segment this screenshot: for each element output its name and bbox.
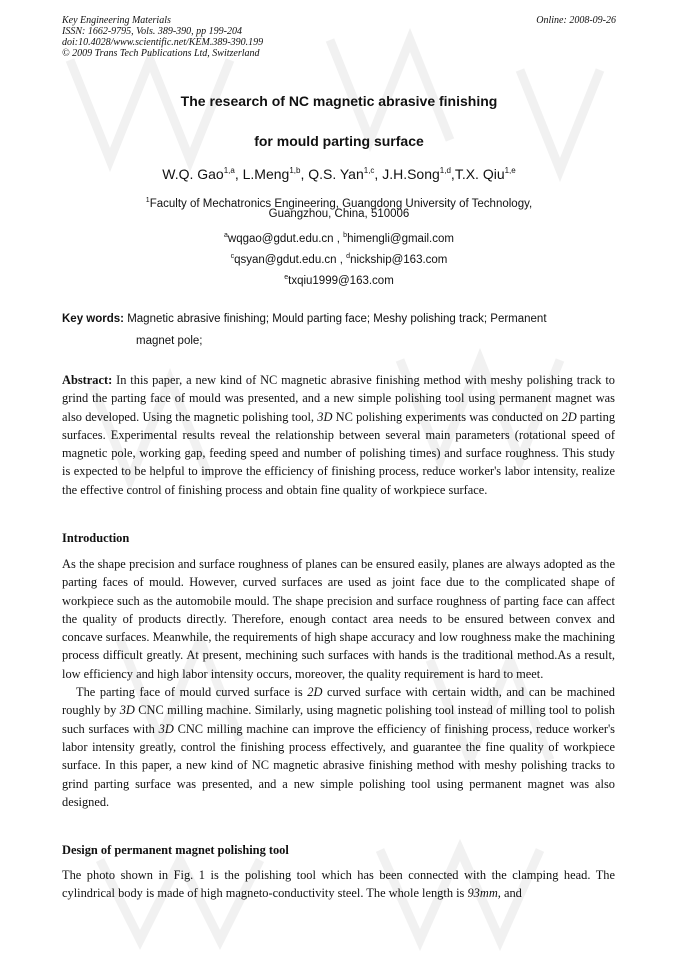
design-paragraph-1: The photo shown in Fig. 1 is the polishing tool which has been connected with the clamping head. The cylindrical body is made of high magneto-conductivity steel. The whole length is 93mm, and [62, 868, 615, 901]
paper-title-line-2: for mould parting surface [254, 133, 424, 149]
journal-header [62, 15, 616, 59]
abstract-label: Abstract: [62, 373, 113, 387]
journal-name: Key Engineering Materials [62, 15, 171, 26]
author-name: J.H.Song [382, 166, 440, 182]
author-sup: 1,e [504, 166, 516, 175]
email-a: wqgao@gdut.edu.cn , [227, 233, 340, 245]
keywords [62, 308, 615, 352]
introduction-body [62, 555, 615, 811]
email-line-3: $^e$txqiu1999@163.com [284, 274, 394, 287]
author-list: W.Q. Gao$^{1,a}$, L.Meng$^{1,b}$, Q.S. Yan$^{1,c}$, J.H.Song$^{1,d}$,T.X. Qiu$^{1,e}$ [162, 166, 516, 182]
issn-line: ISSN: 1662-9795, Vols. 389-390, pp 199-204 [62, 26, 242, 37]
affiliation-line-1: $^1$Faculty of Mechatronics Engineering, Guangdong University of Technology, [145, 197, 533, 210]
author-name: L.Meng [242, 166, 290, 182]
affiliation-line-2: Guangzhou, China, 510006 [268, 208, 410, 220]
email-d: nickship@163.com [350, 254, 448, 266]
author-name: W.Q. Gao [162, 166, 224, 182]
author-sup: 1,c [363, 166, 375, 175]
author-sup: 1,d [439, 166, 451, 175]
email-b: himengli@gmail.com [347, 233, 454, 245]
design-heading: Design of permanent magnet polishing tool [62, 843, 289, 857]
author-name: T.X. Qiu [454, 166, 505, 182]
introduction-paragraph-1: As the shape precision and surface roughness of planes can be ensured easily, planes are always adopted as the parting faces of mould. However, curved surfaces are used as joint face due to the complicated shape of workpiece such as the automobile mould. The shape precision and surface roughness of parting face can affect the quality of products directly. Therefore, enough contact area needs to be ensured between convex and concave surfaces. Meanwhile, the requirements of high shape accuracy and low roughness make the machining process difficult greatly. At present, mechining such surfaces with hands is the traditional method.As a result, low efficiency and high labor intensity occurs, moreover, the quality requirement is hard to meet. [62, 557, 615, 681]
author-sup: 1,a [223, 166, 235, 175]
email-line-2: $^c$qsyan@gdut.edu.cn , $^d$nickship@163.com [230, 253, 448, 266]
keywords-line-1: Magnetic abrasive finishing; Mould parting face; Meshy polishing track; Permanent [127, 313, 547, 325]
author-sup: 1,b [289, 166, 301, 175]
keywords-line-2: magnet pole; [136, 335, 203, 347]
doi-line: doi:10.4028/www.scientific.net/KEM.389-390.199 [62, 37, 264, 48]
online-date: Online: 2008-09-26 [536, 15, 616, 26]
copyright-line: © 2009 Trans Tech Publications Ltd, Switzerland [62, 48, 260, 59]
author-name: Q.S. Yan [308, 166, 364, 182]
email-c: qsyan@gdut.edu.cn , [234, 254, 343, 266]
email-e: txqiu1999@163.com [288, 275, 394, 287]
introduction-paragraph-2: The parting face of mould curved surface is 2D curved surface with certain width, and can be machined roughly by 3D CNC milling machine. Similarly, using magnetic polishing tool instead of milling tool to polish such surfaces with 3D CNC milling machine can improve the efficiency of finishing process, reduce worker's labor intensity greatly, control the finishing process effectively, and guarantee the fine quality of workpiece surface. In this paper, a new kind of NC magnetic abrasive finishing method with meshy polishing tracks to grind parting surface was presented, and a new simple polishing tool using permanent magnet was also designed. [62, 685, 616, 809]
email-line-1: $^a$wqgao@gdut.edu.cn , $^b$himengli@gmail.com [224, 232, 454, 245]
introduction-heading: Introduction [62, 531, 130, 545]
paper-title-line-1: The research of NC magnetic abrasive finishing [180, 93, 498, 109]
keywords-label: Key words: [62, 313, 124, 325]
abstract: Abstract: In this paper, a new kind of NC magnetic abrasive finishing method with meshy polishing track to grind the parting face of mould was presented, and a new simple polishing tool using permanent magnet was also developed. Using the magnetic polishing tool, 3D NC polishing experiments was conducted on 2D parting surfaces. Experimental results reveal the relationship between several main parameters (rotational speed of magnetic pole, working gap, feeding speed and number of polishing times) and surface roughness. This study is expected to be helpful to improve the efficiency of finishing process, reduce worker's labor intensity, realize the effective control of finishing process and obtain fine quality of workpiece surface. [62, 373, 616, 497]
